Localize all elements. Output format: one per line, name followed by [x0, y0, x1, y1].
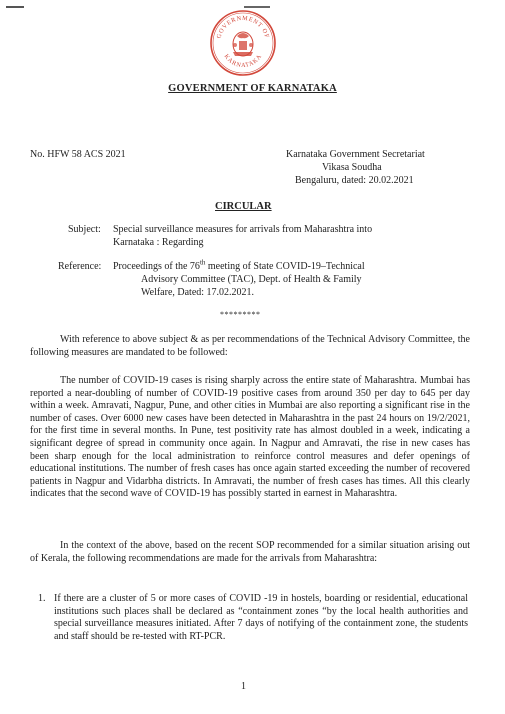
reference-line-2: Advisory Committee (TAC), Dept. of Health & Family [141, 274, 362, 285]
reference-text-b: meeting of State COVID-19–Technical [205, 261, 365, 272]
subject-label: Subject: [68, 224, 101, 235]
svg-text:GOVERNMENT OF: GOVERNMENT OF [215, 14, 271, 40]
subject-line-2: Karnataka : Regarding [113, 237, 204, 248]
circular-title: CIRCULAR [215, 201, 272, 212]
reference-text-a: Proceedings of the 76 [113, 261, 200, 272]
address-line-1: Karnataka Government Secretariat [286, 149, 425, 160]
address-date: Bengaluru, dated: 20.02.2021 [295, 175, 414, 186]
context-paragraph: In the context of the above, based on the recent SOP recommended for a similar situation arising out of Kerala, the following recommendations are made for the arrivals from Maharashtra: [30, 540, 470, 564]
separator: ********* [220, 310, 261, 319]
reference-ordinal: th [199, 258, 206, 267]
svg-text:KARNATAKA: KARNATAKA [222, 52, 264, 70]
reference-label: Reference: [58, 261, 102, 272]
subject-line-1: Special surveillance measures for arrivals from Maharashtra into [113, 224, 373, 235]
situation-paragraph: The number of COVID-19 cases is rising sharply across the entire state of Maharashtra. Mumbai has reported a near-doubling of number of COVID-19 positive cases from around 350 per day to 645 per day within a week. Amravati, Nagpur, Pune, and other cities in Mumbai are also reporting a significant rise in the number of cases. Over 6000 new cases have been detected in Maharashtra in the past 24 hours on 19/2/2021, for the first time in several months. In Pune, test positivity rate has almost doubled in a week, indicating a significant degree of spread in community once again. In Nagpur and Amravati, the rise in new cases has been sharp enough for the local administration to reinforce control measures and defer openings of educational institutions. The number of fresh cases has once again started exceeding the number of recovered patients in Nagpur and Vidarbha districts. In Amravati, the number of fresh cases has times. All this clearly indicates that the second wave of COVID-19 has possibly started in earnest in Maharashtra. [30, 375, 470, 500]
intro-paragraph: With reference to above subject & as per recommendations of the Technical Advisory Committee, the following measures are mandated to be followed: [30, 334, 470, 358]
scan-mark [6, 6, 24, 8]
address-line-2: Vikasa Soudha [322, 162, 382, 173]
reference-line-3: Welfare, Dated: 17.02.2021. [141, 287, 255, 298]
item-number: 1. [38, 593, 46, 604]
karnataka-seal-icon [208, 8, 278, 78]
order-number: No. HFW 58 ACS 2021 [30, 149, 126, 160]
recommendation-item: If there are a cluster of 5 or more cases of COVID -19 in hostels, boarding or residential, educational institutions such places shall be declared as “containment zones “by the local health authorities and special surveillance measures initiated. After 7 days of notifying of the containment zone, the students and staff should be re-tested with RT-PCR. [54, 593, 468, 642]
page-number: 1 [241, 681, 246, 692]
reference-line-1 [113, 258, 365, 274]
government-heading: GOVERNMENT OF KARNATAKA [168, 83, 337, 94]
